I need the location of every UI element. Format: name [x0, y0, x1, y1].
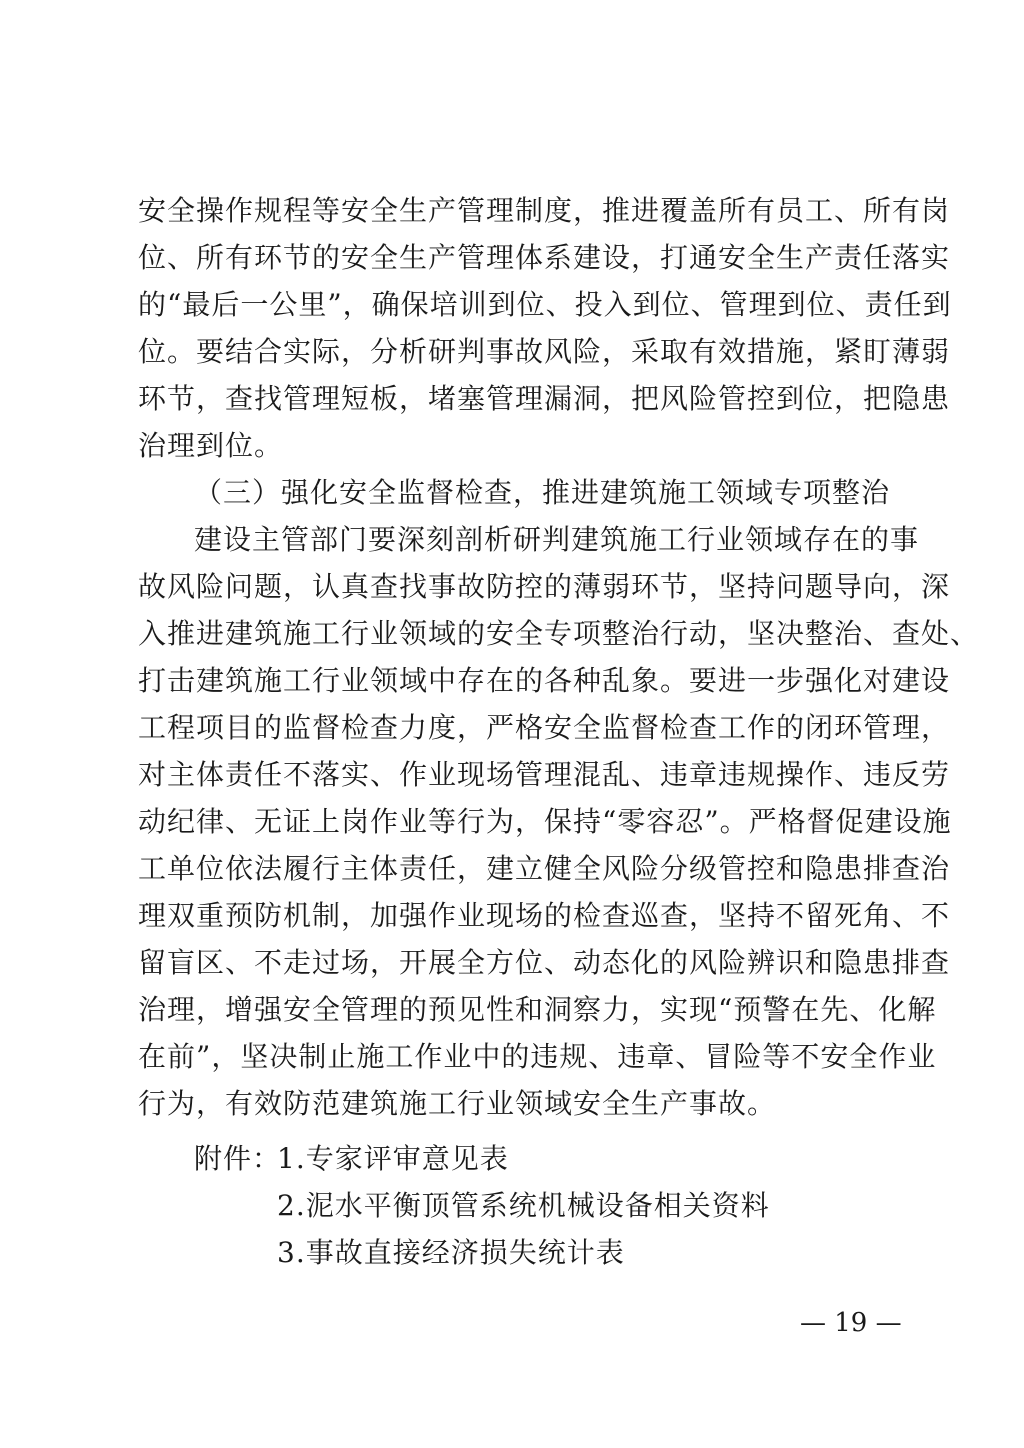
paragraph-line: 打击建筑施工行业领域中存在的各种乱象。要进一步强化对建设 — [138, 664, 951, 697]
paragraph-line: 治理，增强安全管理的预见性和洞察力，实现“预警在先、化解 — [138, 993, 937, 1026]
paragraph-line: 工程项目的监督检查力度，严格安全监督检查工作的闭环管理， — [138, 711, 951, 744]
paragraph-line: 安全操作规程等安全生产管理制度，推进覆盖所有员工、所有岗 — [138, 194, 951, 227]
section-heading: （三）强化安全监督检查，推进建筑施工领域专项整治 — [194, 476, 891, 509]
paragraph-line: 在前”，坚决制止施工作业中的违规、违章、冒险等不安全作业 — [138, 1040, 937, 1073]
paragraph-line: 位、所有环节的安全生产管理体系建设，打通安全生产责任落实 — [138, 241, 951, 274]
paragraph-line: 位。要结合实际，分析研判事故风险，采取有效措施，紧盯薄弱 — [138, 335, 951, 368]
paragraph-line: 工单位依法履行主体责任，建立健全风险分级管控和隐患排查治 — [138, 852, 951, 885]
paragraph-line: 建设主管部门要深刻剖析研判建筑施工行业领域存在的事 — [194, 523, 920, 556]
attachment-item: 3.事故直接经济损失统计表 — [277, 1236, 625, 1269]
paragraph-line: 治理到位。 — [138, 429, 284, 462]
paragraph-line: 入推进建筑施工行业领域的安全专项整治行动，坚决整治、查处、 — [138, 617, 980, 650]
attachment-item: 2.泥水平衡顶管系统机械设备相关资料 — [277, 1189, 770, 1222]
page-number: — 19 — — [800, 1308, 902, 1338]
paragraph-line: 对主体责任不落实、作业现场管理混乱、违章违规操作、违反劳 — [138, 758, 951, 791]
paragraph-line: 留盲区、不走过场，开展全方位、动态化的风险辨识和隐患排查 — [138, 946, 951, 979]
paragraph-line: 故风险问题，认真查找事故防控的薄弱环节，坚持问题导向，深 — [138, 570, 951, 603]
paragraph-line: 动纪律、无证上岗作业等行为，保持“零容忍”。严格督促建设施 — [138, 805, 952, 838]
paragraph-line: 的“最后一公里”，确保培训到位、投入到位、管理到位、责任到 — [138, 288, 952, 321]
attachment-item: 1.专家评审意见表 — [277, 1142, 509, 1175]
attachments-label: 附件： — [194, 1142, 282, 1175]
paragraph-line: 环节，查找管理短板，堵塞管理漏洞，把风险管控到位，把隐患 — [138, 382, 951, 415]
paragraph-line: 行为，有效防范建筑施工行业领域安全生产事故。 — [138, 1087, 777, 1120]
paragraph-line: 理双重预防机制，加强作业现场的检查巡查，坚持不留死角、不 — [138, 899, 951, 932]
